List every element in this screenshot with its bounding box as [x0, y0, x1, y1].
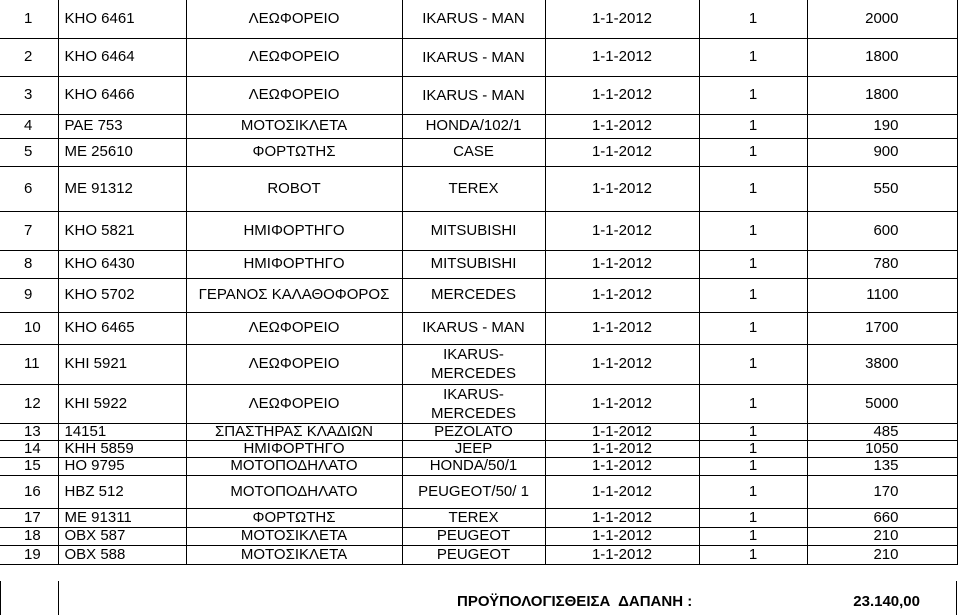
table-row [0, 250, 957, 278]
row-number: 12 [0, 384, 58, 423]
registration-date: 1-1-2012 [545, 440, 699, 457]
row-number: 15 [0, 457, 58, 475]
quantity: 1 [699, 344, 807, 384]
plate-number: ΜΕ 91312 [58, 166, 186, 211]
vehicle-make: JEEP [402, 440, 545, 457]
vehicle-make: IKARUS - MAN [402, 0, 545, 38]
quantity: 1 [699, 114, 807, 138]
vehicle-type: ΛΕΩΦΟΡΕΙΟ [186, 384, 402, 423]
table-row [0, 423, 957, 440]
vehicle-make: IKARUS - MAN [402, 38, 545, 76]
value-amount: 600 [807, 211, 957, 250]
registration-date: 1-1-2012 [545, 138, 699, 166]
quantity: 1 [699, 475, 807, 508]
vehicle-type: ΗΜΙΦΟΡΤΗΓΟ [186, 250, 402, 278]
value-amount: 1700 [807, 312, 957, 344]
registration-date: 1-1-2012 [545, 278, 699, 312]
plate-number: 14151 [58, 423, 186, 440]
vehicle-make: IKARUS- MERCEDES [402, 344, 545, 384]
registration-date: 1-1-2012 [545, 545, 699, 564]
registration-date: 1-1-2012 [545, 475, 699, 508]
vehicle-make: TEREX [402, 508, 545, 527]
table-row [0, 344, 957, 384]
vehicle-make: PEZOLATO [402, 423, 545, 440]
row-number: 16 [0, 475, 58, 508]
table-row [0, 0, 957, 38]
vehicle-make: MITSUBISHI [402, 211, 545, 250]
quantity: 1 [699, 250, 807, 278]
vehicle-type: ΛΕΩΦΟΡΕΙΟ [186, 0, 402, 38]
value-amount: 1800 [807, 38, 957, 76]
quantity: 1 [699, 312, 807, 344]
vehicle-make: HONDA/50/1 [402, 457, 545, 475]
plate-number: ΚΗΟ 6466 [58, 76, 186, 114]
row-number: 14 [0, 440, 58, 457]
quantity: 1 [699, 423, 807, 440]
vehicle-type: ΦΟΡΤΩΤΗΣ [186, 508, 402, 527]
row-number: 17 [0, 508, 58, 527]
value-amount: 485 [807, 423, 957, 440]
value-amount: 1050 [807, 440, 957, 457]
table-row [0, 278, 957, 312]
quantity: 1 [699, 545, 807, 564]
vehicle-type: ΜΟΤΟΣΙΚΛΕΤΑ [186, 545, 402, 564]
row-number: 8 [0, 250, 58, 278]
vehicle-make: CASE [402, 138, 545, 166]
quantity: 1 [699, 211, 807, 250]
quantity: 1 [699, 0, 807, 38]
vehicle-type: ΓΕΡΑΝΟΣ ΚΑΛΑΘΟΦΟΡΟΣ [186, 278, 402, 312]
value-amount: 170 [807, 475, 957, 508]
table-row [0, 76, 957, 114]
vehicle-type: ΣΠΑΣΤΗΡΑΣ ΚΛΑΔΙΩΝ [186, 423, 402, 440]
vehicle-type: ΜΟΤΟΠΟΔΗΛΑΤΟ [186, 475, 402, 508]
plate-number: ΡΑΕ 753 [58, 114, 186, 138]
vehicle-type: ΛΕΩΦΟΡΕΙΟ [186, 312, 402, 344]
row-number: 9 [0, 278, 58, 312]
vehicle-make: IKARUS - MAN [402, 76, 545, 114]
table-row [0, 475, 957, 508]
vehicle-type: ΛΕΩΦΟΡΕΙΟ [186, 76, 402, 114]
vehicle-type: ROBOT [186, 166, 402, 211]
value-amount: 660 [807, 508, 957, 527]
table-row [0, 508, 957, 527]
registration-date: 1-1-2012 [545, 211, 699, 250]
row-number: 6 [0, 166, 58, 211]
row-number: 7 [0, 211, 58, 250]
vehicle-make: IKARUS - MAN [402, 312, 545, 344]
row-number: 10 [0, 312, 58, 344]
value-amount: 3800 [807, 344, 957, 384]
row-number: 3 [0, 76, 58, 114]
total-value: 23.140,00 [853, 593, 920, 610]
row-number: 13 [0, 423, 58, 440]
table-row [0, 38, 957, 76]
registration-date: 1-1-2012 [545, 457, 699, 475]
value-amount: 190 [807, 114, 957, 138]
registration-date: 1-1-2012 [545, 527, 699, 545]
table-row [0, 527, 957, 545]
plate-number: ΚΗΗ 5859 [58, 440, 186, 457]
plate-number: ΚΗΙ 5922 [58, 384, 186, 423]
value-amount: 1100 [807, 278, 957, 312]
plate-number: ΚΗΟ 5821 [58, 211, 186, 250]
registration-date: 1-1-2012 [545, 250, 699, 278]
quantity: 1 [699, 166, 807, 211]
value-amount: 135 [807, 457, 957, 475]
vehicle-type: ΛΕΩΦΟΡΕΙΟ [186, 38, 402, 76]
registration-date: 1-1-2012 [545, 384, 699, 423]
total-row [0, 581, 957, 615]
vehicle-make: PEUGEOT [402, 527, 545, 545]
row-number: 1 [0, 0, 58, 38]
registration-date: 1-1-2012 [545, 114, 699, 138]
value-amount: 900 [807, 138, 957, 166]
total-label: ΠΡΟΫΠΟΛΟΓΙΣΘΕΙΣΑ ΔΑΠΑΝΗ : [457, 593, 693, 610]
registration-date: 1-1-2012 [545, 423, 699, 440]
quantity: 1 [699, 278, 807, 312]
table-row [0, 457, 957, 475]
plate-number: ΚΗΟ 6461 [58, 0, 186, 38]
quantity: 1 [699, 76, 807, 114]
table-row [0, 114, 957, 138]
vehicle-type: ΗΜΙΦΟΡΤΗΓΟ [186, 440, 402, 457]
vehicle-make: MITSUBISHI [402, 250, 545, 278]
vehicle-make: IKARUS- MERCEDES [402, 384, 545, 423]
value-amount: 210 [807, 527, 957, 545]
table-row [0, 440, 957, 457]
plate-number: ΗΟ 9795 [58, 457, 186, 475]
plate-number: ΚΗΟ 6464 [58, 38, 186, 76]
table-row [0, 166, 957, 211]
row-number: 18 [0, 527, 58, 545]
plate-number: ΚΗΟ 6465 [58, 312, 186, 344]
registration-date: 1-1-2012 [545, 312, 699, 344]
value-amount: 780 [807, 250, 957, 278]
vehicle-make: HONDA/102/1 [402, 114, 545, 138]
vehicle-make: TEREX [402, 166, 545, 211]
vehicle-make: MERCEDES [402, 278, 545, 312]
plate-number: ΜΕ 25610 [58, 138, 186, 166]
vehicle-type: ΛΕΩΦΟΡΕΙΟ [186, 344, 402, 384]
vehicle-type: ΜΟΤΟΣΙΚΛΕΤΑ [186, 114, 402, 138]
plate-number: ΚΗΙ 5921 [58, 344, 186, 384]
row-number: 4 [0, 114, 58, 138]
quantity: 1 [699, 457, 807, 475]
vehicle-type: ΗΜΙΦΟΡΤΗΓΟ [186, 211, 402, 250]
value-amount: 1800 [807, 76, 957, 114]
plate-number: ΟΒΧ 588 [58, 545, 186, 564]
plate-number: ΟΒΧ 587 [58, 527, 186, 545]
total-row-divider [58, 581, 59, 615]
plate-number: ΚΗΟ 6430 [58, 250, 186, 278]
registration-date: 1-1-2012 [545, 0, 699, 38]
vehicle-make: PEUGEOT [402, 545, 545, 564]
registration-date: 1-1-2012 [545, 166, 699, 211]
table-row [0, 545, 957, 564]
vehicle-type: ΦΟΡΤΩΤΗΣ [186, 138, 402, 166]
quantity: 1 [699, 527, 807, 545]
value-amount: 210 [807, 545, 957, 564]
quantity: 1 [699, 138, 807, 166]
value-amount: 2000 [807, 0, 957, 38]
registration-date: 1-1-2012 [545, 344, 699, 384]
quantity: 1 [699, 508, 807, 527]
plate-number: ΗΒΖ 512 [58, 475, 186, 508]
value-amount: 550 [807, 166, 957, 211]
registration-date: 1-1-2012 [545, 76, 699, 114]
plate-number: ΜΕ 91311 [58, 508, 186, 527]
quantity: 1 [699, 384, 807, 423]
table-row [0, 312, 957, 344]
quantity: 1 [699, 440, 807, 457]
plate-number: ΚΗΟ 5702 [58, 278, 186, 312]
value-amount: 5000 [807, 384, 957, 423]
row-number: 19 [0, 545, 58, 564]
vehicle-type: ΜΟΤΟΠΟΔΗΛΑΤΟ [186, 457, 402, 475]
quantity: 1 [699, 38, 807, 76]
vehicle-make: PEUGEOT/50/ 1 [402, 475, 545, 508]
row-number: 5 [0, 138, 58, 166]
table-row [0, 138, 957, 166]
vehicle-type: ΜΟΤΟΣΙΚΛΕΤΑ [186, 527, 402, 545]
registration-date: 1-1-2012 [545, 38, 699, 76]
row-number: 11 [0, 344, 58, 384]
table-row [0, 384, 957, 423]
table-row [0, 211, 957, 250]
row-number: 2 [0, 38, 58, 76]
registration-date: 1-1-2012 [545, 508, 699, 527]
